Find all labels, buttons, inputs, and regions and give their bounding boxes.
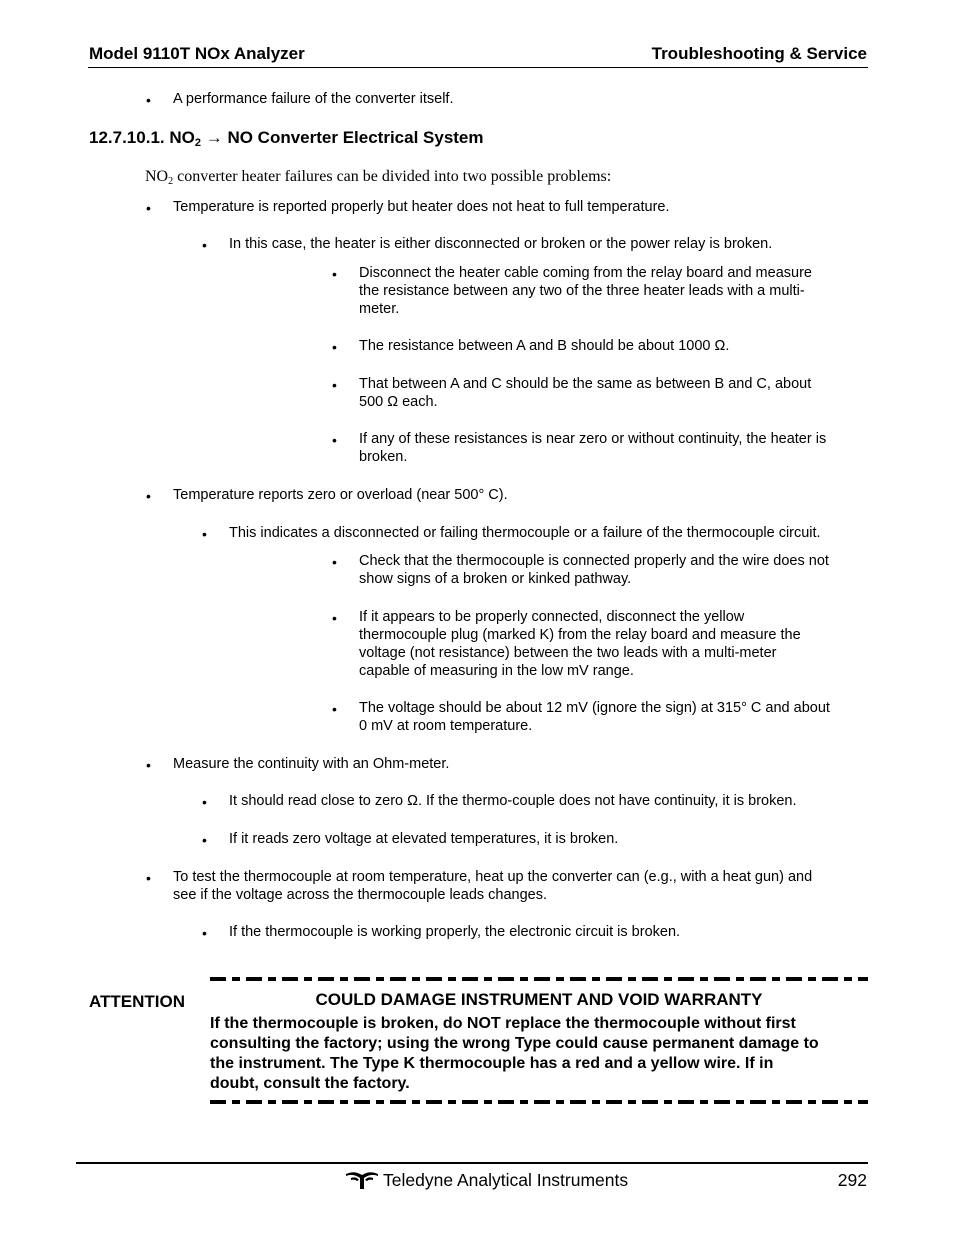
line: If it appears to be properly connected, disconnect the yellow: [359, 609, 745, 625]
list-item-text: [359, 699, 830, 735]
bullet-dot: •: [146, 757, 151, 773]
line: 0 mV at room temperature.: [359, 718, 533, 734]
list-item-text: In this case, the heater is either disconnected or broken or the power relay is broken.: [229, 236, 773, 252]
line: Check that the thermocouple is connected properly and the wire does not: [359, 553, 829, 569]
list-item-text: Temperature reports zero or overload (near 500° C).: [173, 487, 508, 503]
intro-paragraph: [145, 168, 611, 187]
list-item-text: This indicates a disconnected or failing thermocouple or a failure of the thermocouple circuit.: [229, 525, 821, 541]
line: To test the thermocouple at room temperature, heat up the converter can (e.g., with a heat gun) and: [173, 869, 813, 885]
line: the instrument. The Type K thermocouple has a red and a yellow wire. If in: [210, 1055, 774, 1072]
list-item-text: [359, 375, 811, 411]
list-item-text: [173, 868, 812, 904]
list-item-text: A performance failure of the converter itself.: [173, 91, 454, 107]
line: Disconnect the heater cable coming from the relay board and measure: [359, 265, 812, 281]
list-item-text: [359, 608, 801, 680]
line: voltage (not resistance) between the two leads with a multi-meter: [359, 645, 777, 661]
line: If the thermocouple is broken, do NOT replace the thermocouple without first: [210, 1015, 796, 1032]
line: If any of these resistances is near zero or without continuity, the heater is: [359, 431, 827, 447]
bullet-dot: •: [332, 432, 337, 448]
warning-body: [210, 1014, 870, 1094]
footer-rule: [76, 1162, 868, 1164]
line: 500 Ω each.: [359, 394, 438, 410]
footer-company: Teledyne Analytical Instruments: [383, 1170, 629, 1190]
warning-top-rule: [210, 977, 868, 981]
list-item-text: Temperature is reported properly but heater does not heat to full temperature.: [173, 199, 670, 215]
section-heading: [89, 128, 484, 149]
bullet-dot: •: [202, 794, 207, 810]
bullet-dot: •: [202, 526, 207, 542]
bullet-dot: •: [202, 925, 207, 941]
bullet-dot: •: [332, 266, 337, 282]
list-item-text: [359, 552, 829, 588]
header-section-title: Troubleshooting & Service: [651, 44, 867, 63]
list-item-text: If it reads zero voltage at elevated temperatures, it is broken.: [229, 831, 619, 847]
line: The resistance between A and B should be about 1000 Ω.: [359, 338, 730, 354]
bullet-dot: •: [332, 339, 337, 355]
line: doubt, consult the factory.: [210, 1075, 410, 1092]
list-item-text: [359, 337, 729, 355]
section-title-post: NO Converter Electrical System: [227, 128, 484, 147]
page-number: 292: [837, 1170, 867, 1190]
list-item-text: It should read close to zero Ω. If the thermo-couple does not have continuity, it is broken.: [229, 793, 797, 809]
bullet-dot: •: [202, 237, 207, 253]
list-item-text: [359, 264, 812, 318]
header-rule: [88, 67, 868, 68]
arrow-icon: →: [205, 128, 223, 147]
bullet-dot: •: [146, 200, 151, 216]
bullet-dot: •: [332, 701, 337, 717]
header-model-title: Model 9110T NOx Analyzer: [89, 44, 305, 63]
bullet-dot: •: [332, 610, 337, 626]
warning-bottom-rule: [210, 1100, 868, 1104]
intro-sub: 2: [168, 176, 174, 187]
line: see if the voltage across the thermocouple leads changes.: [173, 887, 548, 903]
bullet-dot: •: [146, 870, 151, 886]
list-item-text: If the thermocouple is working properly, the electronic circuit is broken.: [229, 924, 681, 940]
line: broken.: [359, 449, 408, 465]
list-item-text: [359, 430, 826, 466]
line: capable of measuring in the low mV range.: [359, 663, 634, 679]
section-title-pre: NO: [169, 128, 195, 147]
line: the resistance between any two of the three heater leads with a multi-: [359, 283, 805, 299]
line: thermocouple plug (marked K) from the relay board and measure the: [359, 627, 801, 643]
bullet-dot: •: [146, 92, 151, 108]
bullet-dot: •: [332, 377, 337, 393]
warning-title: COULD DAMAGE INSTRUMENT AND VOID WARRANTY: [315, 990, 763, 1009]
intro-post: converter heater failures can be divided into two possible problems:: [173, 168, 612, 185]
attention-label: ATTENTION: [89, 992, 186, 1011]
line: That between A and C should be the same as between B and C, about: [359, 376, 812, 392]
bullet-dot: •: [332, 554, 337, 570]
line: show signs of a broken or kinked pathway.: [359, 571, 632, 587]
line: The voltage should be about 12 mV (ignore the sign) at 315° C and about: [359, 700, 830, 716]
list-item-text: Measure the continuity with an Ohm-meter.: [173, 756, 450, 772]
section-title-sub: 2: [194, 137, 201, 149]
line: consulting the factory; using the wrong Type could cause permanent damage to: [210, 1035, 819, 1052]
bullet-dot: •: [202, 832, 207, 848]
line: meter.: [359, 301, 400, 317]
section-number: 12.7.10.1.: [89, 128, 165, 147]
intro-pre: NO: [145, 168, 169, 185]
bullet-dot: •: [146, 488, 151, 504]
teledyne-logo-icon: [345, 1170, 379, 1195]
